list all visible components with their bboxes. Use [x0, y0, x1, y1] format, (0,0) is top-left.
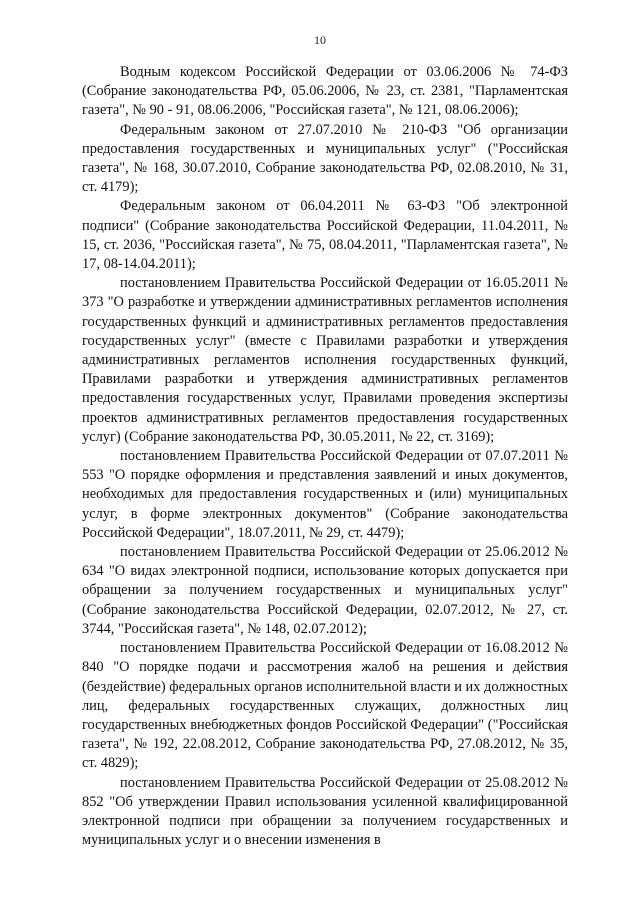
legal-reference-paragraph: Федеральным законом от 06.04.2011 № 63-ФЗ "Об электронной подписи" (Собрание законодательства Российской Федерации, 11.04.2011, № 15, ст. 2036, "Российская газета", № 75, 08.04.2011, "Парламентская газета", № 17, 08-14.04.2011);: [82, 198, 568, 273]
page-number: 10: [314, 33, 326, 47]
legal-reference-paragraph: постановлением Правительства Российской Федерации от 25.08.2012 № 852 "Об утверждении Правил использования усиленной квалифицированной электронной подписи при обращении за получением государственных и муниципальных услуг и о внесении изменения в: [82, 774, 568, 849]
legal-reference-paragraph: постановлением Правительства Российской Федерации от 16.08.2012 № 840 "О порядке подачи и рассмотрения жалоб на решения и действия (бездействие) федеральных органов исполнительной власти и их должностных лиц, федеральных государственных служащих, должностных лиц государственных внебюджетных фондов Российской Федерации" ("Российская газета", № 192, 22.08.2012, Собрание законодательства РФ, 27.08.2012, № 35, ст. 4829);: [82, 640, 568, 772]
document-body: [82, 63, 568, 850]
legal-reference-paragraph: постановлением Правительства Российской Федерации от 07.07.2011 № 553 "О порядке оформления и представления заявлений и иных документов, необходимых для предоставления государственных и (или) муниципальных услуг, в форме электронных документов" (Собрание законодательства Российской Федерации", 18.07.2011, № 29, ст. 4479);: [82, 448, 568, 541]
legal-reference-paragraph: постановлением Правительства Российской Федерации от 16.05.2011 № 373 "О разработке и утверждении административных регламентов исполнения государственных функций и административных регламентов предоставления государственных услуг" (вместе с Правилами разработки и утверждения административных регламентов исполнения государственных функций, Правилами разработки и утверждения административных регламентов предоставления государственных услуг, Правилами проведения экспертизы проектов административных регламентов предоставления государственных услуг) (Собрание законодательства РФ, 30.05.2011, № 22, ст. 3169);: [82, 275, 568, 445]
legal-reference-paragraph: Федеральным законом от 27.07.2010 № 210-ФЗ "Об организации предоставления государственных и муниципальных услуг" ("Российская газета", № 168, 30.07.2010, Собрание законодательства РФ, 02.08.2010, № 31, ст. 4179);: [82, 121, 568, 196]
legal-reference-paragraph: Водным кодексом Российской Федерации от 03.06.2006 № 74-ФЗ (Собрание законодательства РФ, 05.06.2006, № 23, ст. 2381, "Парламентская газета", № 90 - 91, 08.06.2006, "Российская газета", № 121, 08.06.2006);: [82, 64, 568, 119]
legal-reference-paragraph: постановлением Правительства Российской Федерации от 25.06.2012 № 634 "О видах электронной подписи, использование которых допускается при обращении за получением государственных и муниципальных услуг" (Собрание законодательства Российской Федерации, 02.07.2012, № 27, ст. 3744, "Российская газета", № 148, 02.07.2012);: [82, 544, 568, 637]
